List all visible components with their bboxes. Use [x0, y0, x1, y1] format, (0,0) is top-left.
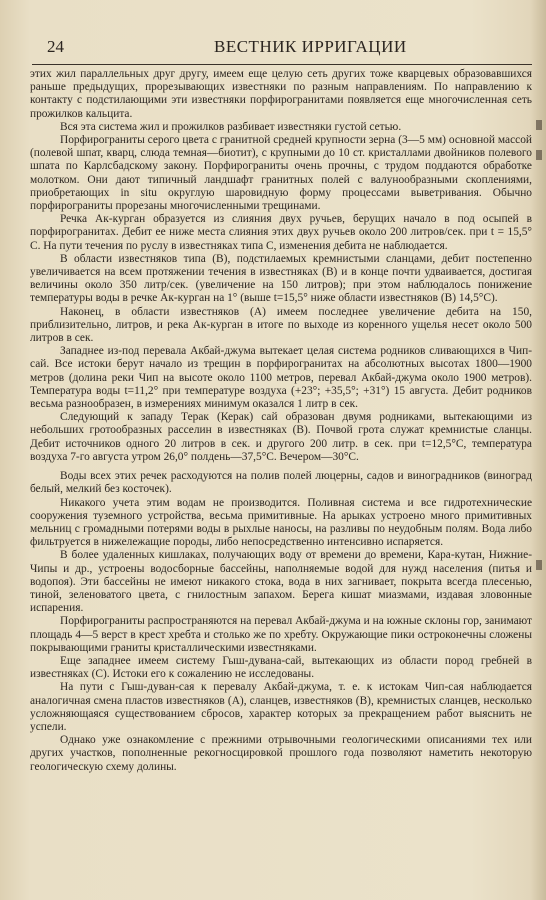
- paragraph: Порфирограниты распространяются на перевал Акбай-джума и на южные склоны гор, занимают площадь 4—5 верст в крест хребта и столько же по хребту. Окружающие пики остроконечны сложены покрывающими граниты кристаллическими известняками.: [30, 615, 532, 654]
- paragraph: Никакого учета этим водам не производится. Поливная система и все гидротехнические сооружения туземного устройства, весьма примитивные. На арыках устроено много примитивных мельниц с громадными потерями воды в рыхлые наносы, на разливы по неудобным полям. Вода либо фильтруется в нижележащие породы, либо непосредственно интенсивно испаряется.: [30, 496, 532, 549]
- margin-mark: [536, 560, 542, 570]
- journal-title: ВЕСТНИК ИРРИГАЦИИ: [214, 37, 407, 56]
- paragraph: Западнее из-под перевала Акбай-джума вытекает целая система родников сливающихся в Чип-сай. Все истоки берут начало из трещин в порфирогранитах на абсолютных высотах 1800—1900 метров (долина реки Чип на высоте около 1100 метров, перевал Акбай-джума около 1900 метров). Температура воды t=11,2° при температуре воздуха (+23°; +35,5°; +31°) 15 августа. Дебит родников весьма разнообразен, в измерениях минимум оказался 1 литр в сек.: [30, 345, 532, 411]
- page-number: 24: [47, 37, 64, 56]
- paragraph: Воды всех этих речек расходуются на полив полей люцерны, садов и виноградников (виноград белый, мелкий без косточек).: [30, 470, 532, 496]
- paragraph: Однако уже ознакомление с прежними отрывочными геологическими описаниями тех или других участков, пополненные рекогносцировкой прошлого года позволяют наметить некоторую геологическую схему долины.: [30, 734, 532, 773]
- paragraph: Следующий к западу Терак (Керак) сай образован двумя родниками, вытекающими из небольших гротообразных расселин в известняках (В). Почвой грота служат кремнистые сланцы. Дебит источников одного 20 литров в сек. и другого 200 литр. в сек. при t=12,5°С, температура воздуха 7-го августа утром 26,0° полдень—37,5°С. Вечером—30°С.: [30, 411, 532, 463]
- paragraph: Наконец, в области известняков (А) имеем последнее увеличение дебита на 150, приблизительно, литров, и река Ак-курган в итоге по выходе из коренного ущелья несет около 500 литров в сек.: [30, 305, 532, 345]
- paragraph: этих жил параллельных друг другу, имеем еще целую сеть других тоже кварцевых образовавшихся раньше предыдущих, прорезывающих известняки по разным направлениям. По направлению к контакту с подстилающими эти известняки порфирогранитами появляется еще многочисленная сеть прожилков кальцита.: [30, 68, 532, 120]
- margin-mark: [536, 120, 542, 130]
- paragraph: Порфирограниты серого цвета с гранитной средней крупности зерна (3—5 мм) основной массой (полевой шпат, кварц, слюда темная—биотит), с крупными до 10 ст. кристаллами двойников полевого шпата по Карлсбадскому закону. Порфирограниты очень прочны, с трудом поддаются обработке молотком. Они дают типичный ландшафт гранитных полей с валунообразными скоплениями, приобретающих in situ округлую шаровидную форму процессами выветривания. Обычно порфирограниты прорезаны многочисленными трещинами.: [30, 134, 532, 213]
- paragraph: В области известняков типа (В), подстилаемых кремнистыми сланцами, дебит постепенно увеличивается на всем протяжении течения в известняках (В) и в конце почти удваивается, достигая величины около 350 литр/сек. (увеличение на 150 литров); при этом наблюдалось понижение температуры воды в речке Ак-курган на 1° (выше t=15,5° ниже области известняков (В) 14,5°С).: [30, 252, 532, 305]
- body-text: [30, 68, 532, 774]
- header-rule: [32, 64, 532, 65]
- margin-mark: [536, 150, 542, 160]
- paragraph: Речка Ак-курган образуется из слияния двух ручьев, берущих начало в под осыпей в порфирогранитах. Дебит ее ниже места слияния этих двух ручьев около 200 литров/сек. при t = 15,5° С. На пути течения по руслу в известняках типа С, изменения дебита не наблюдается.: [30, 213, 532, 252]
- paragraph: Еще западнее имеем систему Гыш-дувана-сай, вытекающих из области пород гребней в известняках (С). Истоки его к сожалению не исследованы.: [30, 654, 532, 681]
- paragraph: Вся эта система жил и прожилков разбивает известняки густой сетью.: [60, 120, 402, 133]
- paragraph: На пути с Гыш-дуван-сая к перевалу Акбай-джума, т. е. к истокам Чип-сая наблюдается аналогичная смена пластов известняков (А), сланцев, известняков (В), кремнистых сланцев, несколько усложняющаяся существованием сбросов, характер которых за прекращением работ выяснить не успели.: [30, 681, 532, 733]
- page-header: [0, 34, 546, 60]
- paragraph: В более удаленных кишлаках, получающих воду от времени до времени, Кара-кутан, Нижние-Чипы и др., устроены водосборные бассейны, наполняемые водой для нужд населения (питья и водопоя). Эти бассейны не имеют никакого стока, вода в них загнивает, покрыта всегда плесенью, тиной, зеленоватого цвета, с гнилостным запахом. Берега кишат миазмами, издавая зловонные испарения.: [30, 549, 532, 615]
